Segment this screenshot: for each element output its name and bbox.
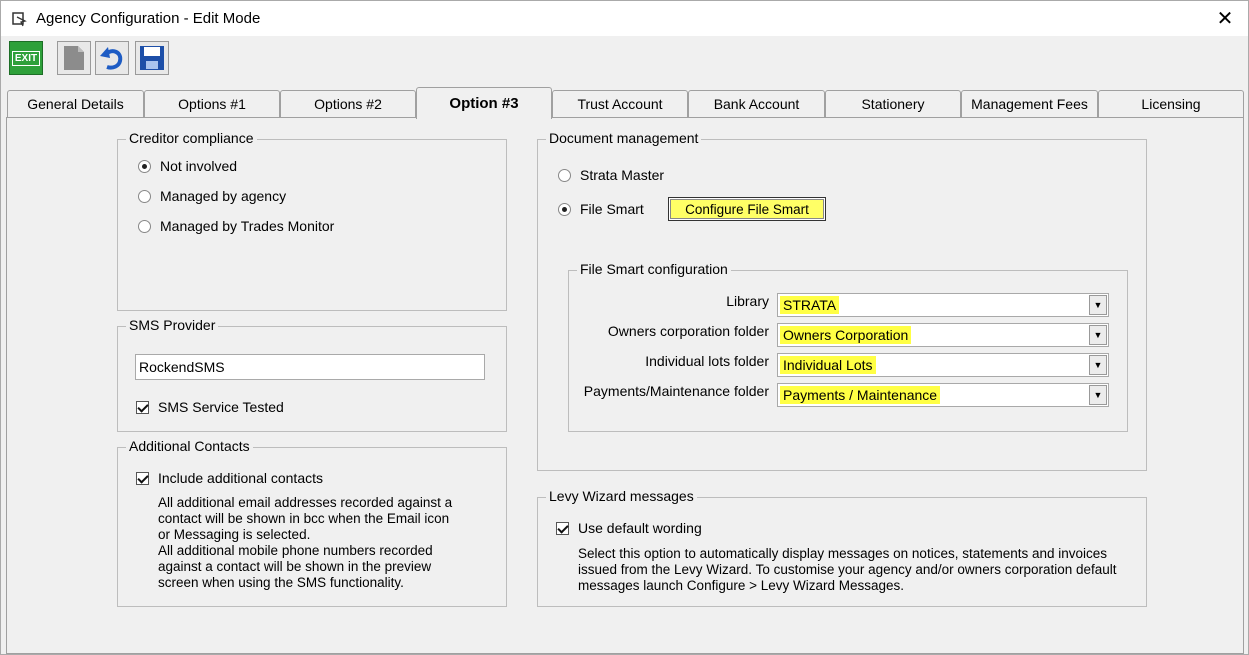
radio-file-smart[interactable] <box>558 201 644 217</box>
undo-button[interactable] <box>95 41 129 75</box>
levy-wizard-group <box>537 488 1147 607</box>
desc-line: or Messaging is selected. <box>158 527 311 542</box>
tab-trust-account[interactable]: Trust Account <box>552 90 688 117</box>
tab-licensing[interactable]: Licensing <box>1098 90 1244 117</box>
individual-lots-folder-value: Individual Lots <box>780 356 876 374</box>
owners-corp-folder-select[interactable] <box>777 323 1109 347</box>
undo-icon <box>98 44 126 72</box>
desc-line: All additional mobile phone numbers recorded <box>158 543 433 558</box>
creditor-compliance-title: Creditor compliance <box>126 130 257 146</box>
desc-line: All additional email addresses recorded against a <box>158 495 453 510</box>
document-management-group <box>537 130 1147 471</box>
configure-file-smart-button[interactable]: Configure File Smart <box>668 197 826 221</box>
tab-options-2[interactable]: Options #2 <box>280 90 416 117</box>
payments-maintenance-folder-select[interactable] <box>777 383 1109 407</box>
checkbox-label: SMS Service Tested <box>158 399 284 415</box>
close-icon: ✕ <box>1216 8 1234 30</box>
radio-managed-by-trades-monitor[interactable] <box>138 218 334 234</box>
file-smart-config-title: File Smart configuration <box>577 261 731 277</box>
title-bar <box>1 1 1248 36</box>
desc-line: against a contact will be shown in the preview <box>158 559 432 574</box>
file-smart-config-group <box>568 261 1128 432</box>
sms-service-tested-checkbox[interactable] <box>136 399 284 415</box>
radio-unselected-icon <box>558 169 571 182</box>
include-additional-contacts-checkbox[interactable] <box>136 470 323 486</box>
checkbox-checked-icon <box>136 472 149 485</box>
additional-contacts-group <box>117 438 507 607</box>
radio-label: Managed by agency <box>160 188 287 204</box>
radio-label: Strata Master <box>580 167 665 183</box>
library-label: Library <box>726 293 769 309</box>
tab-bank-account[interactable]: Bank Account <box>688 90 825 117</box>
checkbox-label: Include additional contacts <box>158 470 323 486</box>
additional-contacts-title: Additional Contacts <box>126 438 253 454</box>
radio-unselected-icon <box>138 220 151 233</box>
radio-label: File Smart <box>580 201 644 217</box>
tab-management-fees[interactable]: Management Fees <box>961 90 1098 117</box>
payments-maintenance-folder-label: Payments/Maintenance folder <box>583 383 769 399</box>
checkbox-checked-icon <box>556 522 569 535</box>
individual-lots-folder-select[interactable] <box>777 353 1109 377</box>
individual-lots-folder-label: Individual lots folder <box>645 353 769 369</box>
tab-options-1[interactable]: Options #1 <box>144 90 280 117</box>
app-icon <box>11 11 27 27</box>
use-default-wording-checkbox[interactable] <box>556 520 702 536</box>
document-icon <box>62 44 86 72</box>
exit-button[interactable] <box>9 41 43 75</box>
radio-managed-by-agency[interactable] <box>138 188 286 204</box>
radio-strata-master[interactable] <box>558 167 664 183</box>
desc-line: issued from the Levy Wizard. To customise your agency and/or owners corporation default <box>578 562 1117 577</box>
tab-stationery[interactable]: Stationery <box>825 90 961 117</box>
close-button[interactable] <box>1202 1 1248 36</box>
sms-provider-input[interactable]: RockendSMS <box>135 354 485 380</box>
tab-general-details[interactable]: General Details <box>7 90 144 117</box>
chevron-down-icon[interactable]: ▼ <box>1089 295 1107 315</box>
window-title: Agency Configuration - Edit Mode <box>36 10 261 27</box>
radio-unselected-icon <box>138 190 151 203</box>
tab-strip <box>1 87 1248 119</box>
sms-provider-group <box>117 317 507 432</box>
tab-option-3[interactable]: Option #3 <box>416 87 552 119</box>
desc-line: contact will be shown in bcc when the Email icon <box>158 511 450 526</box>
exit-icon: EXIT <box>12 51 40 66</box>
save-button[interactable] <box>135 41 169 75</box>
chevron-down-icon[interactable]: ▼ <box>1089 355 1107 375</box>
levy-wizard-title: Levy Wizard messages <box>546 488 697 504</box>
radio-selected-icon <box>558 203 571 216</box>
radio-label: Not involved <box>160 158 238 174</box>
levy-wizard-description <box>578 546 1117 594</box>
radio-label: Managed by Trades Monitor <box>160 218 335 234</box>
new-document-button[interactable] <box>57 41 91 75</box>
chevron-down-icon[interactable]: ▼ <box>1089 385 1107 405</box>
library-value: STRATA <box>780 296 839 314</box>
desc-line: screen when using the SMS functionality. <box>158 575 404 590</box>
payments-maintenance-folder-value: Payments / Maintenance <box>780 386 940 404</box>
radio-selected-icon <box>138 160 151 173</box>
desc-line: messages launch Configure > Levy Wizard Messages. <box>578 578 905 593</box>
desc-line: Select this option to automatically display messages on notices, statements and invoices <box>578 546 1108 561</box>
checkbox-label: Use default wording <box>578 520 702 536</box>
save-icon <box>138 44 166 72</box>
additional-contacts-description <box>158 495 452 591</box>
radio-not-involved[interactable] <box>138 158 237 174</box>
owners-corp-folder-label: Owners corporation folder <box>607 323 769 339</box>
library-select[interactable] <box>777 293 1109 317</box>
chevron-down-icon[interactable]: ▼ <box>1089 325 1107 345</box>
toolbar <box>1 36 1248 80</box>
creditor-compliance-group <box>117 130 507 311</box>
document-management-title: Document management <box>546 130 701 146</box>
owners-corp-folder-value: Owners Corporation <box>780 326 911 344</box>
checkbox-checked-icon <box>136 401 149 414</box>
sms-provider-title: SMS Provider <box>126 317 218 333</box>
